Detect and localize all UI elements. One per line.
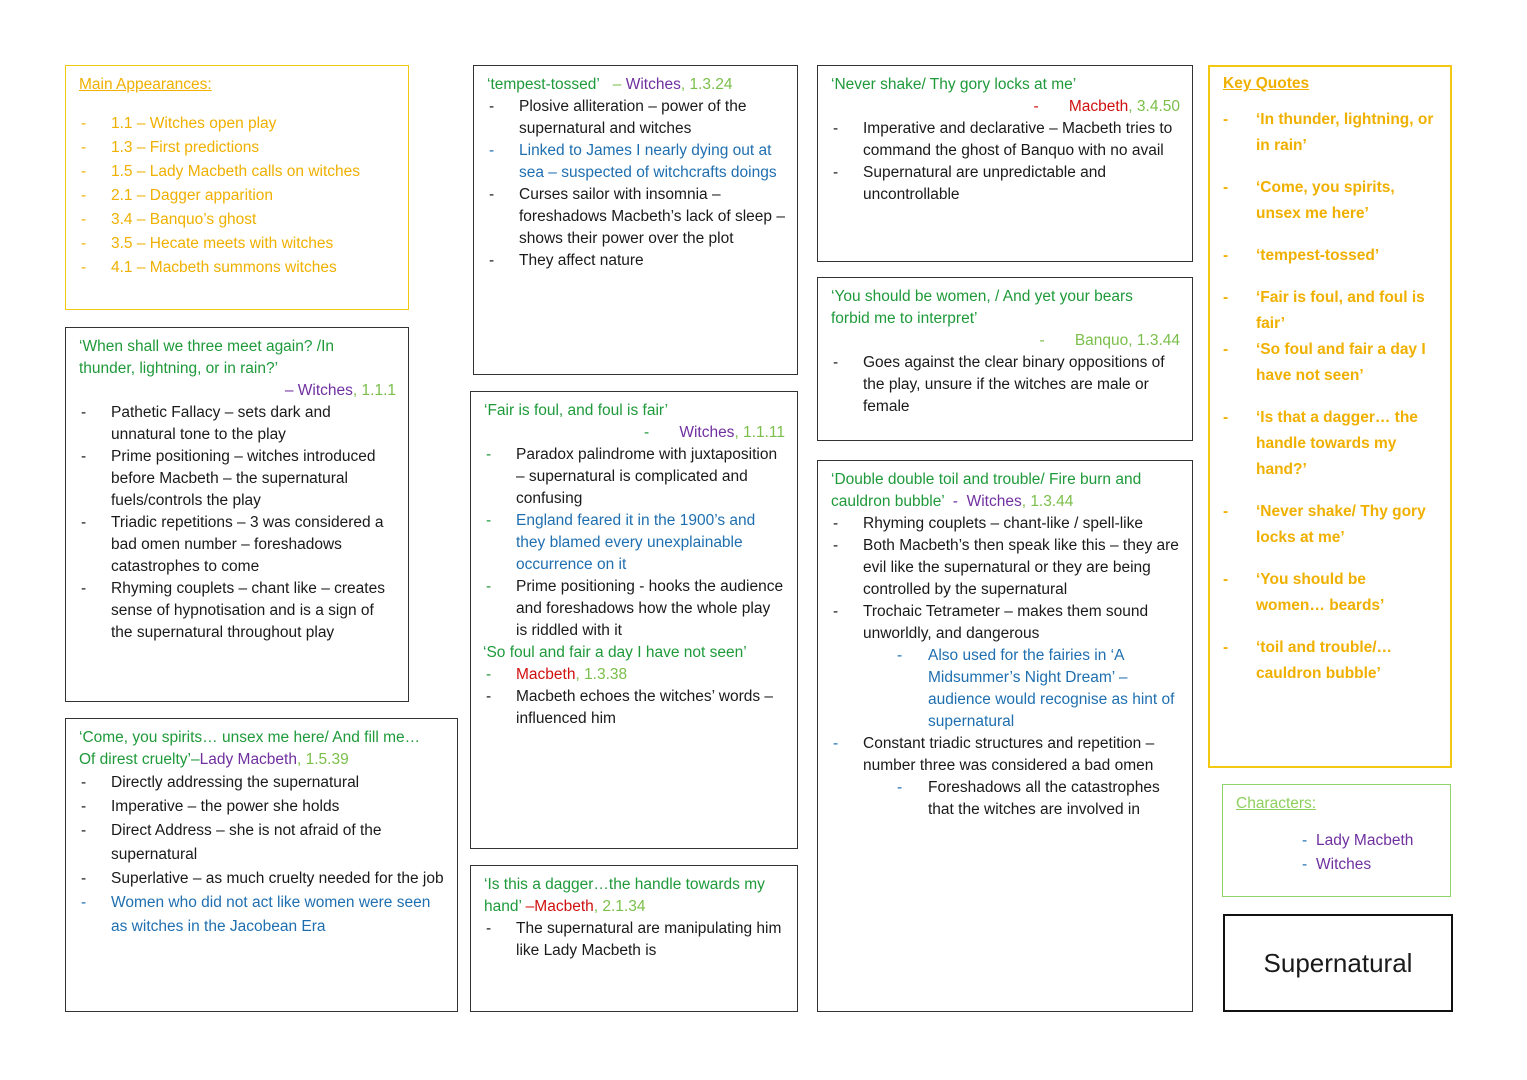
- dash: –: [284, 382, 298, 399]
- key-quote: - ‘In thunder, lightning, or in rain’: [1223, 107, 1438, 159]
- character-item: - Lady Macbeth: [1236, 829, 1438, 853]
- appearance-item: - 1.3 – First predictions: [79, 136, 396, 160]
- attribution: [484, 896, 785, 918]
- speaker: Macbeth: [1068, 98, 1129, 115]
- context-point: - Linked to James I nearly dying out at sea – suspected of witchcrafts doings: [487, 140, 785, 184]
- characters-title: Characters:: [1236, 795, 1317, 812]
- analysis-point: - Rhyming couplets – chant-like / spell-like: [831, 513, 1180, 535]
- key-quote: - ‘Is that a dagger… the handle towards my hand?’: [1223, 405, 1438, 483]
- main-appearances-title: Main Appearances:: [79, 76, 212, 93]
- appearances-list: [79, 112, 396, 280]
- quote-line: ‘tempest-tossed’: [487, 76, 600, 93]
- quote-line: ‘Fair is foul, and foul is fair’: [484, 402, 669, 419]
- dash: –: [612, 76, 626, 93]
- quote-header: [487, 74, 785, 96]
- dagger-box: [470, 865, 798, 1012]
- analysis-point: - Constant triadic structures and repetition – number three was considered a bad omen: [831, 733, 1180, 777]
- women-box: [817, 277, 1193, 441]
- reference: , 1.3.44: [1021, 493, 1074, 510]
- speaker: Macbeth: [534, 898, 594, 915]
- analysis-point: - Both Macbeth’s then speak like this – they are evil like the supernatural or they are being controlled by the supernatural: [831, 535, 1180, 601]
- quote-line: thunder, lightning, or in rain?’: [79, 360, 279, 377]
- characters-list: [1236, 829, 1438, 877]
- appearance-item: - 2.1 – Dagger apparition: [79, 184, 396, 208]
- analysis-list: [484, 444, 785, 642]
- speaker: Witches: [625, 76, 681, 93]
- character-item: - Witches: [1236, 853, 1438, 877]
- analysis-point: - Rhyming couplets – chant like – creates sense of hypnotisation and is a sign of the supernatural throughout play: [79, 578, 396, 644]
- key-quotes-box: [1208, 65, 1452, 768]
- dash: -: [944, 493, 967, 510]
- analysis-point: - Prime positioning – witches introduced before Macbeth – the supernatural fuels/controls the play: [79, 446, 396, 512]
- key-quotes-list: [1223, 107, 1438, 687]
- context-point: - England feared it in the 1900’s and they blamed every unexplainable occurrence on it: [484, 510, 785, 576]
- analysis-point: - Supernatural are unpredictable and uncontrollable: [831, 162, 1180, 206]
- analysis-point: - Curses sailor with insomnia – foreshadows Macbeth’s lack of sleep – shows their power over the plot: [487, 184, 785, 250]
- analysis-point: - They affect nature: [487, 250, 785, 272]
- analysis-point: - Direct Address – she is not afraid of the supernatural: [79, 819, 445, 867]
- analysis-list: [831, 118, 1180, 206]
- analysis-point: - Pathetic Fallacy – sets dark and unnatural tone to the play: [79, 402, 396, 446]
- analysis-list: [831, 352, 1180, 418]
- dash: –: [521, 898, 535, 915]
- reference: , 1.5.39: [296, 751, 349, 768]
- analysis-point: - Plosive alliteration – power of the supernatural and witches: [487, 96, 785, 140]
- analysis-point: - Imperative – the power she holds: [79, 795, 445, 819]
- quote-line: hand’: [484, 898, 522, 915]
- dash: -: [1039, 332, 1049, 349]
- key-quote: - ‘You should be women… beards’: [1223, 567, 1438, 619]
- double-box: [817, 460, 1193, 1012]
- quote-line: ‘Never shake/ Thy gory locks at me’: [831, 76, 1077, 93]
- topic-title: Supernatural: [1263, 948, 1413, 978]
- key-quote: - ‘toil and trouble/… cauldron bubble’: [1223, 635, 1438, 687]
- key-quote: - ‘Come, you spirits, unsex me here’: [1223, 175, 1438, 227]
- quote-line: forbid me to interpret’: [831, 310, 978, 327]
- fair-foul-box: [470, 391, 798, 849]
- attribution: [79, 749, 445, 771]
- context-point: - Women who did not act like women were seen as witches in the Jacobean Era: [79, 891, 445, 939]
- quote-line: ‘When shall we three meet again? /In: [79, 338, 335, 355]
- characters-box: [1222, 784, 1451, 897]
- analysis-list: [831, 513, 1180, 821]
- quote-line: ‘You should be women, / And yet your bears: [831, 288, 1133, 305]
- attribution: [484, 422, 785, 444]
- analysis-list: [79, 402, 396, 644]
- appearance-item: - 1.1 – Witches open play: [79, 112, 396, 136]
- key-quote: - ‘Never shake/ Thy gory locks at me’: [1223, 499, 1438, 551]
- analysis-point: - Macbeth echoes the witches’ words – influenced him: [484, 686, 785, 730]
- speaker: Lady Macbeth: [199, 751, 297, 768]
- speaker: Witches: [297, 382, 353, 399]
- tempest-box: [473, 65, 798, 375]
- attribution: [484, 664, 785, 686]
- quote-line: Of direst cruelty’–: [79, 751, 200, 768]
- analysis-point: - Imperative and declarative – Macbeth tries to command the ghost of Banquo with no avail: [831, 118, 1180, 162]
- come-spirits-box: [65, 718, 458, 1012]
- reference: , 1.1.1: [352, 382, 396, 399]
- analysis-point: - The supernatural are manipulating him like Lady Macbeth is: [484, 918, 785, 962]
- appearance-item: - 1.5 – Lady Macbeth calls on witches: [79, 160, 396, 184]
- analysis-point: - Directly addressing the supernatural: [79, 771, 445, 795]
- quote-line: ‘Double double toil and trouble/ Fire burn and: [831, 471, 1142, 488]
- reference: , 1.3.38: [575, 666, 628, 683]
- key-quote: - ‘Fair is foul, and foul is fair’: [1223, 285, 1438, 337]
- when-shall-box: [65, 327, 409, 702]
- dash: -: [644, 424, 654, 441]
- analysis-point: - Goes against the clear binary oppositions of the play, unsure if the witches are male or female: [831, 352, 1180, 418]
- speaker: Banquo, 1.3.44: [1074, 332, 1180, 349]
- reference: , 3.4.50: [1128, 98, 1180, 115]
- analysis-list: [484, 664, 785, 730]
- context-point: - Also used for the fairies in ‘A Midsummer’s Night Dream’ – audience would recognise as hint of supernatural: [831, 645, 1180, 733]
- speaker: Witches: [966, 493, 1022, 510]
- dash: -: [1033, 98, 1043, 115]
- reference: , 1.1.11: [734, 424, 785, 441]
- reference: , 2.1.34: [593, 898, 646, 915]
- quote-line: ‘So foul and fair a day I have not seen’: [483, 644, 747, 661]
- key-quote: - ‘So foul and fair a day I have not seen’: [1223, 337, 1438, 389]
- attribution: [831, 491, 1180, 513]
- analysis-list: [79, 771, 445, 939]
- attribution: [831, 96, 1180, 118]
- topic-box: [1223, 914, 1453, 1012]
- analysis-point: - Superlative – as much cruelty needed for the job: [79, 867, 445, 891]
- quote-line: ‘Come, you spirits… unsex me here/ And fill me…: [79, 729, 421, 746]
- appearance-item: - 4.1 – Macbeth summons witches: [79, 256, 396, 280]
- quote-line: cauldron bubble’: [831, 493, 945, 510]
- appearance-item: - 3.5 – Hecate meets with witches: [79, 232, 396, 256]
- attribution: [831, 330, 1180, 352]
- speaker: Macbeth: [516, 666, 576, 683]
- analysis-point: - Trochaic Tetrameter – makes them sound unworldly, and dangerous: [831, 601, 1180, 645]
- analysis-point: - Triadic repetitions – 3 was considered a bad omen number – foreshadows catastrophes to come: [79, 512, 396, 578]
- never-shake-box: [817, 65, 1193, 262]
- speaker: Witches: [679, 424, 735, 441]
- main-appearances-box: [65, 65, 409, 310]
- analysis-point: - Paradox palindrome with juxtaposition – supernatural is complicated and confusing: [484, 444, 785, 510]
- analysis-point: - Prime positioning - hooks the audience and foreshadows how the whole play is riddled with it: [484, 576, 785, 642]
- analysis-list: [484, 918, 785, 962]
- analysis-subpoint: - Foreshadows all the catastrophes that the witches are involved in: [831, 777, 1180, 821]
- key-quotes-title: Key Quotes: [1223, 75, 1310, 92]
- appearance-item: - 3.4 – Banquo’s ghost: [79, 208, 396, 232]
- key-quote: - ‘tempest-tossed’: [1223, 243, 1438, 269]
- reference: , 1.3.24: [680, 76, 733, 93]
- quote-line: ‘Is this a dagger…the handle towards my: [484, 876, 765, 893]
- attribution: [79, 380, 396, 402]
- analysis-list: [487, 96, 785, 272]
